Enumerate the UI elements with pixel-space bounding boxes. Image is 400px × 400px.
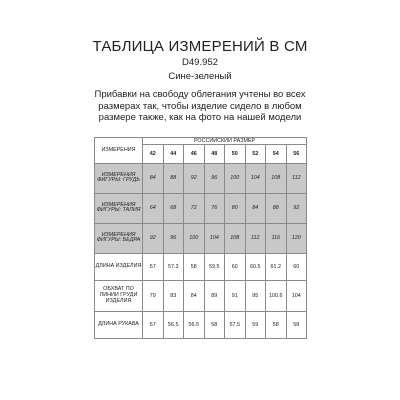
value-cell: 60.5 bbox=[245, 253, 266, 280]
value-cell: 79 bbox=[143, 280, 164, 311]
table-row-length bbox=[95, 253, 307, 280]
row-label: ИЗМЕРЕНИЯ ФИГУРЫ: ГРУДЬ bbox=[95, 163, 143, 193]
value-cell: 92 bbox=[286, 193, 307, 223]
value-cell: 88 bbox=[266, 193, 287, 223]
size-system-label: РОССИЙСКИЙ РАЗМЕР bbox=[143, 138, 307, 145]
value-cell: 116 bbox=[266, 223, 287, 253]
size-cell: 46 bbox=[184, 145, 205, 164]
size-table bbox=[94, 137, 307, 339]
row-label: ИЗМЕРЕНИЯ ФИГУРЫ: БЕДРА bbox=[95, 223, 143, 253]
value-cell: 83 bbox=[163, 280, 184, 311]
row-label: ДЛИНА ИЗДЕЛИЯ bbox=[95, 253, 143, 280]
value-cell: 64 bbox=[143, 193, 164, 223]
value-cell: 92 bbox=[143, 223, 164, 253]
value-cell: 58 bbox=[266, 312, 287, 339]
value-cell: 100 bbox=[225, 163, 246, 193]
table-row-sleeve bbox=[95, 312, 307, 339]
size-cell: 54 bbox=[266, 145, 287, 164]
table-row-chest bbox=[95, 163, 307, 193]
row-label: ОБХВАТ ПО ЛИНИИ ГРУДИ ИЗДЕЛИЯ bbox=[95, 280, 143, 311]
table-row-hips bbox=[95, 223, 307, 253]
value-cell: 120 bbox=[286, 223, 307, 253]
size-cell: 48 bbox=[204, 145, 225, 164]
row-label: ДЛИНА РУКАВА bbox=[95, 312, 143, 339]
value-cell: 88 bbox=[163, 163, 184, 193]
value-cell: 112 bbox=[245, 223, 266, 253]
value-cell: 92 bbox=[184, 163, 205, 193]
value-cell: 100.6 bbox=[266, 280, 287, 311]
value-cell: 80 bbox=[225, 193, 246, 223]
size-cell: 52 bbox=[245, 145, 266, 164]
page-title: ТАБЛИЦА ИЗМЕРЕНИЙ В СМ bbox=[92, 38, 308, 55]
value-cell: 72 bbox=[184, 193, 205, 223]
value-cell: 84 bbox=[184, 280, 205, 311]
value-cell: 57 bbox=[143, 312, 164, 339]
value-cell: 100 bbox=[184, 223, 205, 253]
row-label: ИЗМЕРЕНИЯ ФИГУРЫ: ТАЛИЯ bbox=[95, 193, 143, 223]
value-cell: 104 bbox=[204, 223, 225, 253]
value-cell: 91 bbox=[225, 280, 246, 311]
article-number: D49.952 bbox=[182, 57, 218, 68]
product-color: Сине-зеленый bbox=[168, 71, 232, 82]
value-cell: 56.5 bbox=[163, 312, 184, 339]
value-cell: 68 bbox=[163, 193, 184, 223]
value-cell: 58 bbox=[204, 312, 225, 339]
fit-note: Прибавки на свободу облегания учтены во всех размерах так, чтобы изделие сидело в любом размере также, как на фото на нашей модели bbox=[94, 89, 306, 123]
table-row-garment-chest bbox=[95, 280, 307, 311]
value-cell: 108 bbox=[266, 163, 287, 193]
value-cell: 96 bbox=[163, 223, 184, 253]
size-cell: 44 bbox=[163, 145, 184, 164]
value-cell: 60 bbox=[286, 253, 307, 280]
value-cell: 58 bbox=[286, 312, 307, 339]
value-cell: 57.5 bbox=[225, 312, 246, 339]
value-cell: 57.3 bbox=[163, 253, 184, 280]
value-cell: 108 bbox=[225, 223, 246, 253]
value-cell: 76 bbox=[204, 193, 225, 223]
value-cell: 96 bbox=[204, 163, 225, 193]
value-cell: 59 bbox=[245, 312, 266, 339]
size-cell: 56 bbox=[286, 145, 307, 164]
value-cell: 56.5 bbox=[184, 312, 205, 339]
value-cell: 104 bbox=[245, 163, 266, 193]
size-header-row bbox=[95, 138, 307, 145]
value-cell: 58 bbox=[184, 253, 205, 280]
value-cell: 61.2 bbox=[266, 253, 287, 280]
size-cell: 50 bbox=[225, 145, 246, 164]
measure-label: ИЗМЕРЕНИЯ bbox=[95, 138, 143, 164]
value-cell: 95 bbox=[245, 280, 266, 311]
value-cell: 57 bbox=[143, 253, 164, 280]
value-cell: 84 bbox=[143, 163, 164, 193]
value-cell: 60 bbox=[225, 253, 246, 280]
value-cell: 89 bbox=[204, 280, 225, 311]
size-cell: 42 bbox=[143, 145, 164, 164]
value-cell: 59.5 bbox=[204, 253, 225, 280]
value-cell: 84 bbox=[245, 193, 266, 223]
value-cell: 112 bbox=[286, 163, 307, 193]
table-row-waist bbox=[95, 193, 307, 223]
value-cell: 104 bbox=[286, 280, 307, 311]
